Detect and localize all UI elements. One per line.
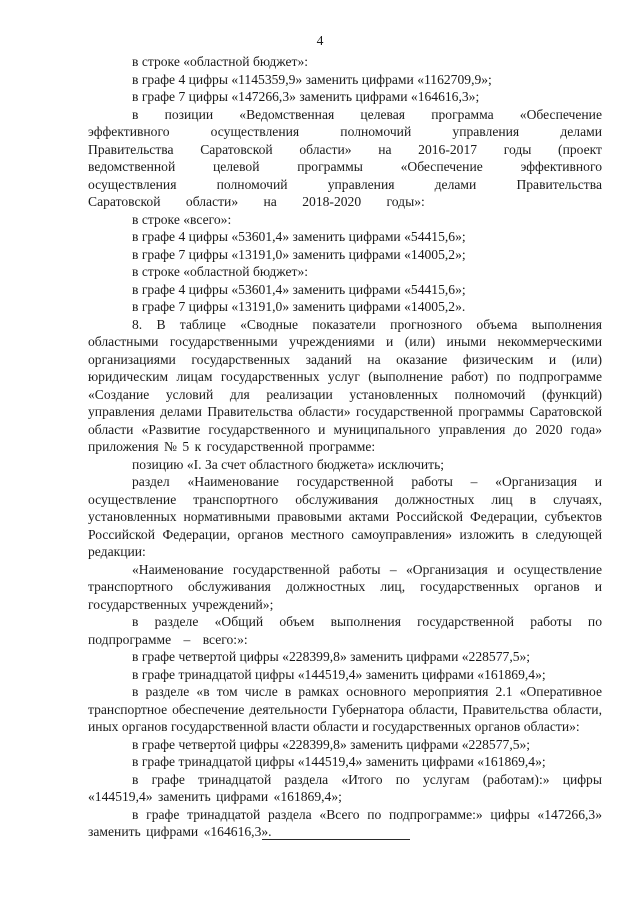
paragraph-8: в строке «областной бюджет»: [132, 264, 309, 279]
paragraph-17: в графе тринадцатой цифры «144519,4» заменить цифрами «161869,4»; [132, 666, 546, 682]
paragraph-16: в графе четвертой цифры «228399,8» заменить цифрами «228577,5»; [132, 649, 531, 664]
paragraph-1: в строке «областной бюджет»: [132, 54, 309, 69]
paragraph-20: в графе тринадцатой цифры «144519,4» заменить цифрами «161869,4»; [132, 754, 546, 769]
paragraph-14: «Наименование государственной работы – «Организация и осуществление транспортного обслуживания должностных лиц, государственных органов и государственных учреждений»; [88, 561, 602, 612]
page-number: 4 [316, 33, 324, 48]
paragraph-7: в графе 7 цифры «13191,0» заменить цифрами «14005,2»; [132, 246, 466, 262]
paragraph-2: в графе 4 цифры «1145359,9» заменить цифрами «1162709,9»; [132, 71, 492, 87]
paragraph-22: в графе тринадцатой раздела «Всего по подпрограмме:» цифры «147266,3» заменить цифрами «164616,3». [88, 806, 602, 839]
paragraph-10: в графе 7 цифры «13191,0» заменить цифрами «14005,2». [132, 299, 466, 314]
paragraph-5: в строке «всего»: [132, 211, 232, 227]
paragraph-11: 8. В таблице «Сводные показатели прогнозного объема выполнения областными государственными учреждениями и (или) иными некоммерческими организациями государственных заданий на оказание физическим и (или) юридическим лицам государственных услуг (выполнение работ) по подпрограмме «Создание условий для реализации установленных полномочий (функций) управления делами Правительства области» государственной программы Саратовской области «Развитие государственного и муниципального управления до 2020 года» приложения № 5 к государственной программе: [88, 316, 602, 454]
paragraph-19: в графе четвертой цифры «228399,8» заменить цифрами «228577,5»; [132, 736, 531, 752]
paragraph-6: в графе 4 цифры «53601,4» заменить цифрами «54415,6»; [132, 229, 466, 244]
paragraph-12: позицию «I. За счет областного бюджета» исключить; [132, 456, 445, 472]
paragraph-21: в графе тринадцатой раздела «Итого по услугам (работам):» цифры «144519,4» заменить цифрами «161869,4»; [88, 771, 602, 804]
paragraph-3: в графе 7 цифры «147266,3» заменить цифрами «164616,3»; [132, 89, 480, 104]
closing-rule [262, 839, 410, 840]
paragraph-9: в графе 4 цифры «53601,4» заменить цифрами «54415,6»; [132, 281, 466, 297]
paragraph-18: в разделе «в том числе в рамках основного мероприятия 2.1 «Оперативное транспортное обеспечение деятельности Губернатора области, Правительства области, иных органов государственной власти области и государственных органов области»: [88, 684, 602, 734]
paragraph-15: в разделе «Общий объем выполнения государственной работы по подпрограмме – всего:»: [88, 614, 602, 647]
paragraph-13: раздел «Наименование государственной работы – «Организация и осуществление транспортного обслуживания должностных лиц в случаях, установленных нормативными правовыми актами Российской Федерации, субъектов Российской Федерации, органов местного самоуправления» изложить в следующей редакции: [88, 474, 602, 559]
document-body [88, 53, 602, 841]
paragraph-4: в позиции «Ведомственная целевая программа «Обеспечение эффективного осуществления полномочий управления делами Правительства Саратовской области» на 2016-2017 годы (проект ведомственной целевой программы «Обеспечение эффективного осуществления полномочий управления делами Правительства Саратовской области» на 2018-2020 годы»: [88, 106, 602, 209]
